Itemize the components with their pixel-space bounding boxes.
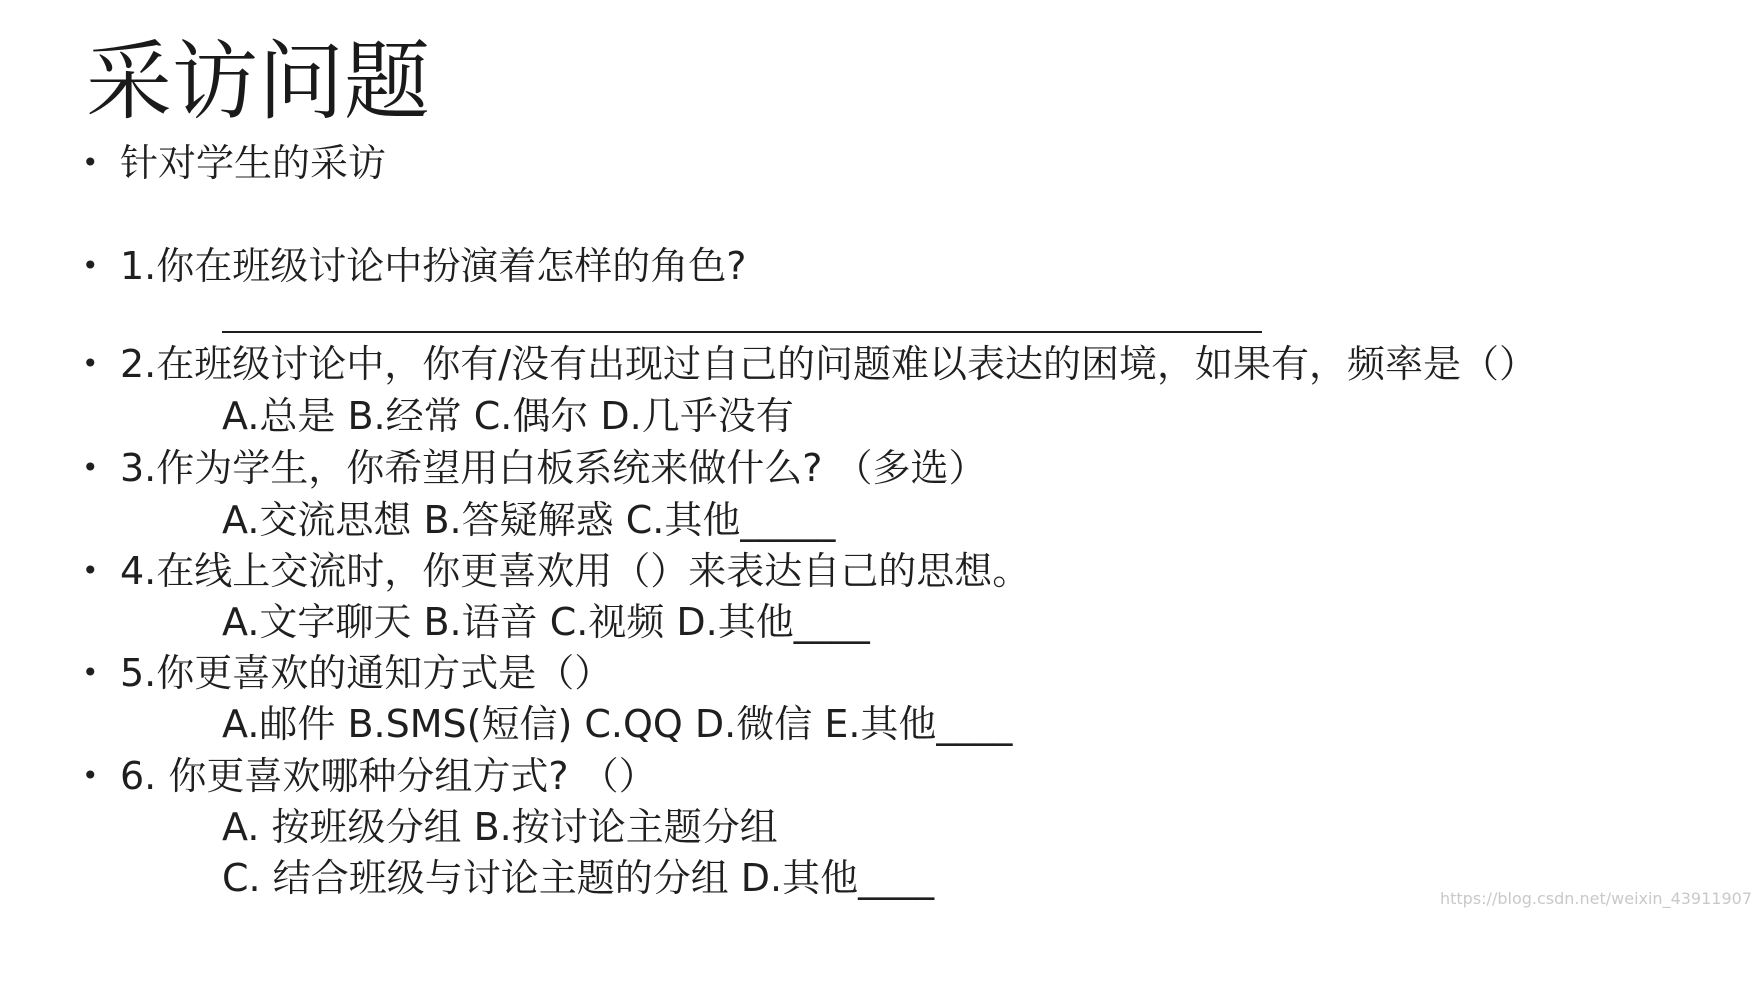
question-text: 3.作为学生，你希望用白板系统来做什么? （多选） <box>120 446 987 490</box>
answer-blank-line <box>222 331 1262 333</box>
watermark-url: https://blog.csdn.net/weixin_43911907 <box>1439 889 1752 908</box>
bullet-dot: • <box>82 146 99 179</box>
question-text: 5.你更喜欢的通知方式是（） <box>120 651 613 695</box>
question-2 <box>82 338 1537 390</box>
question-6 <box>82 750 657 802</box>
bullet-item-heading <box>82 137 386 189</box>
page-title: 采访问题 <box>86 32 430 132</box>
bullet-dot: • <box>82 347 99 380</box>
bullet-dot: • <box>82 451 99 484</box>
question-6-options-line-2: C. 结合班级与讨论主题的分组 D.其他____ <box>222 856 935 900</box>
question-4-options: A.文字聊天 B.语音 C.视频 D.其他____ <box>222 600 870 644</box>
question-5-options: A.邮件 B.SMS(短信) C.QQ D.微信 E.其他____ <box>222 702 1013 746</box>
question-5 <box>82 647 612 699</box>
bullet-text: 针对学生的采访 <box>120 141 387 185</box>
question-text: 2.在班级讨论中，你有/没有出现过自己的问题难以表达的困境，如果有，频率是（） <box>120 342 1538 386</box>
question-1 <box>82 240 746 292</box>
question-3-options: A.交流思想 B.答疑解惑 C.其他_____ <box>222 498 836 542</box>
bullet-dot: • <box>82 656 99 689</box>
question-text: 6. 你更喜欢哪种分组方式? （） <box>120 754 657 798</box>
question-4 <box>82 545 1030 597</box>
question-6-options-line-1: A. 按班级分组 B.按讨论主题分组 <box>222 805 778 849</box>
question-text: 1.你在班级讨论中扮演着怎样的角色? <box>120 244 747 288</box>
question-text: 4.在线上交流时，你更喜欢用（）来表达自己的思想。 <box>120 549 1031 593</box>
bullet-dot: • <box>82 759 99 792</box>
bullet-dot: • <box>82 554 99 587</box>
question-2-options: A.总是 B.经常 C.偶尔 D.几乎没有 <box>222 394 794 438</box>
question-3 <box>82 442 987 494</box>
bullet-dot: • <box>82 249 99 282</box>
